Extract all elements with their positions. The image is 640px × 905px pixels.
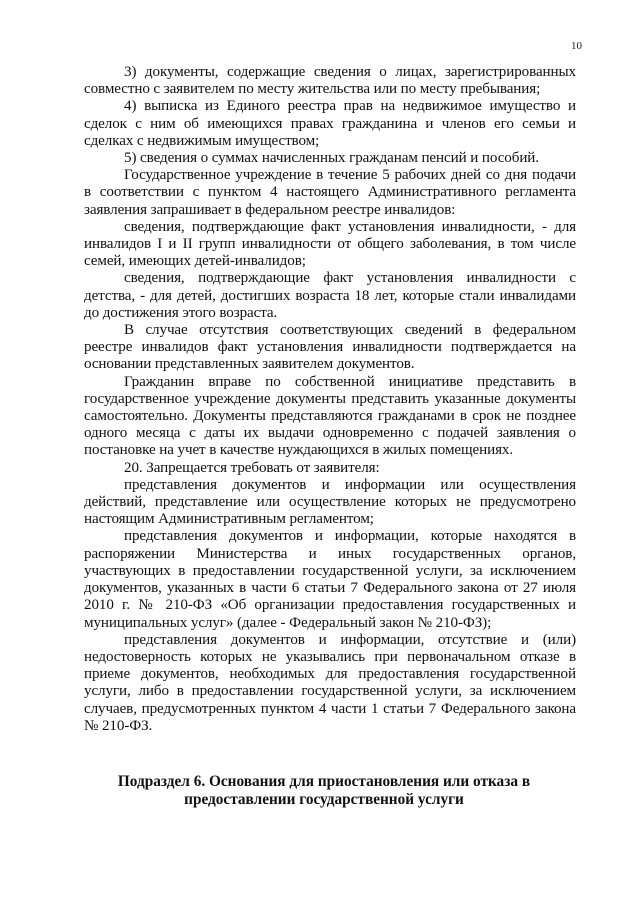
document-body — [84, 64, 576, 735]
paragraph-prohibition-1: представления документов и информации или осуществления действий, представление или осуществление которых не предусмотрено настоящим Административным регламентом; — [84, 476, 576, 528]
subsection-heading-line2: предоставлении государственной услуги — [184, 791, 464, 808]
paragraph-prohibition-2: представления документов и информации, которые находятся в распоряжении Министерства и иных государственных органов, участвующих в предоставлении государственной услуги, за исключением документов, указанных в части 6 статьи 7 Федерального закона от 27 июля 2010 г. № 210-ФЗ «Об организации предоставления государственных и муниципальных услуг» (далее - Федеральный закон № 210-ФЗ); — [84, 528, 576, 631]
paragraph-prohibition-3: представления документов и информации, отсутствие и (или) недостоверность которых не указывались при первоначальном отказе в приеме документов, необходимых для предоставления государственной услуги, либо в предоставлении государственной услуги, за исключением случаев, предусмотренных пунктом 4 части 1 статьи 7 Федерального закона № 210-ФЗ. — [84, 631, 576, 734]
paragraph-item-4: 4) выписка из Единого реестра прав на недвижимое имущество и сделок с ним об имеющихся правах гражданина и членов его семьи и сделках с недвижимым имуществом; — [84, 98, 576, 149]
paragraph-registry-absence: В случае отсутствия соответствующих сведений в федеральном реестре инвалидов факт установления инвалидности подтверждается на основании представленных заявителем документов. — [84, 322, 576, 373]
paragraph-item-3: 3) документы, содержащие сведения о лицах, зарегистрированных совместно с заявителем по месту жительства или по месту пребывания; — [84, 64, 576, 98]
subsection-heading — [84, 773, 564, 809]
paragraph-disability-groups: сведения, подтверждающие факт установления инвалидности, - для инвалидов I и II групп инвалидности от общего заболевания, в том числе семей, имеющих детей-инвалидов; — [84, 218, 576, 270]
subsection-heading-line1: Подраздел 6. Основания для приостановления или отказа в — [117, 773, 531, 790]
paragraph-point-20: 20. Запрещается требовать от заявителя: — [124, 459, 380, 476]
page-number: 10 — [571, 40, 582, 52]
paragraph-childhood-disability: сведения, подтверждающие факт установления инвалидности с детства, - для детей, достигших возраста 18 лет, которые стали инвалидами до достижения этого возраста. — [84, 270, 576, 321]
paragraph-state-request: Государственное учреждение в течение 5 рабочих дней со дня подачи в соответствии с пунктом 4 настоящего Административного регламента заявления запрашивает в федеральном реестре инвалидов: — [84, 167, 576, 218]
paragraph-citizen-initiative: Гражданин вправе по собственной инициативе представить в государственное учреждение документы представить указанные документы самостоятельно. Документы представляются гражданами в срок не позднее одного месяца с даты их выдачи одновременно с подачей заявления о постановке на учет в качестве нуждающихся в жилых помещениях. — [84, 373, 576, 459]
paragraph-item-5: 5) сведения о суммах начисленных гражданам пенсий и пособий. — [124, 150, 539, 167]
